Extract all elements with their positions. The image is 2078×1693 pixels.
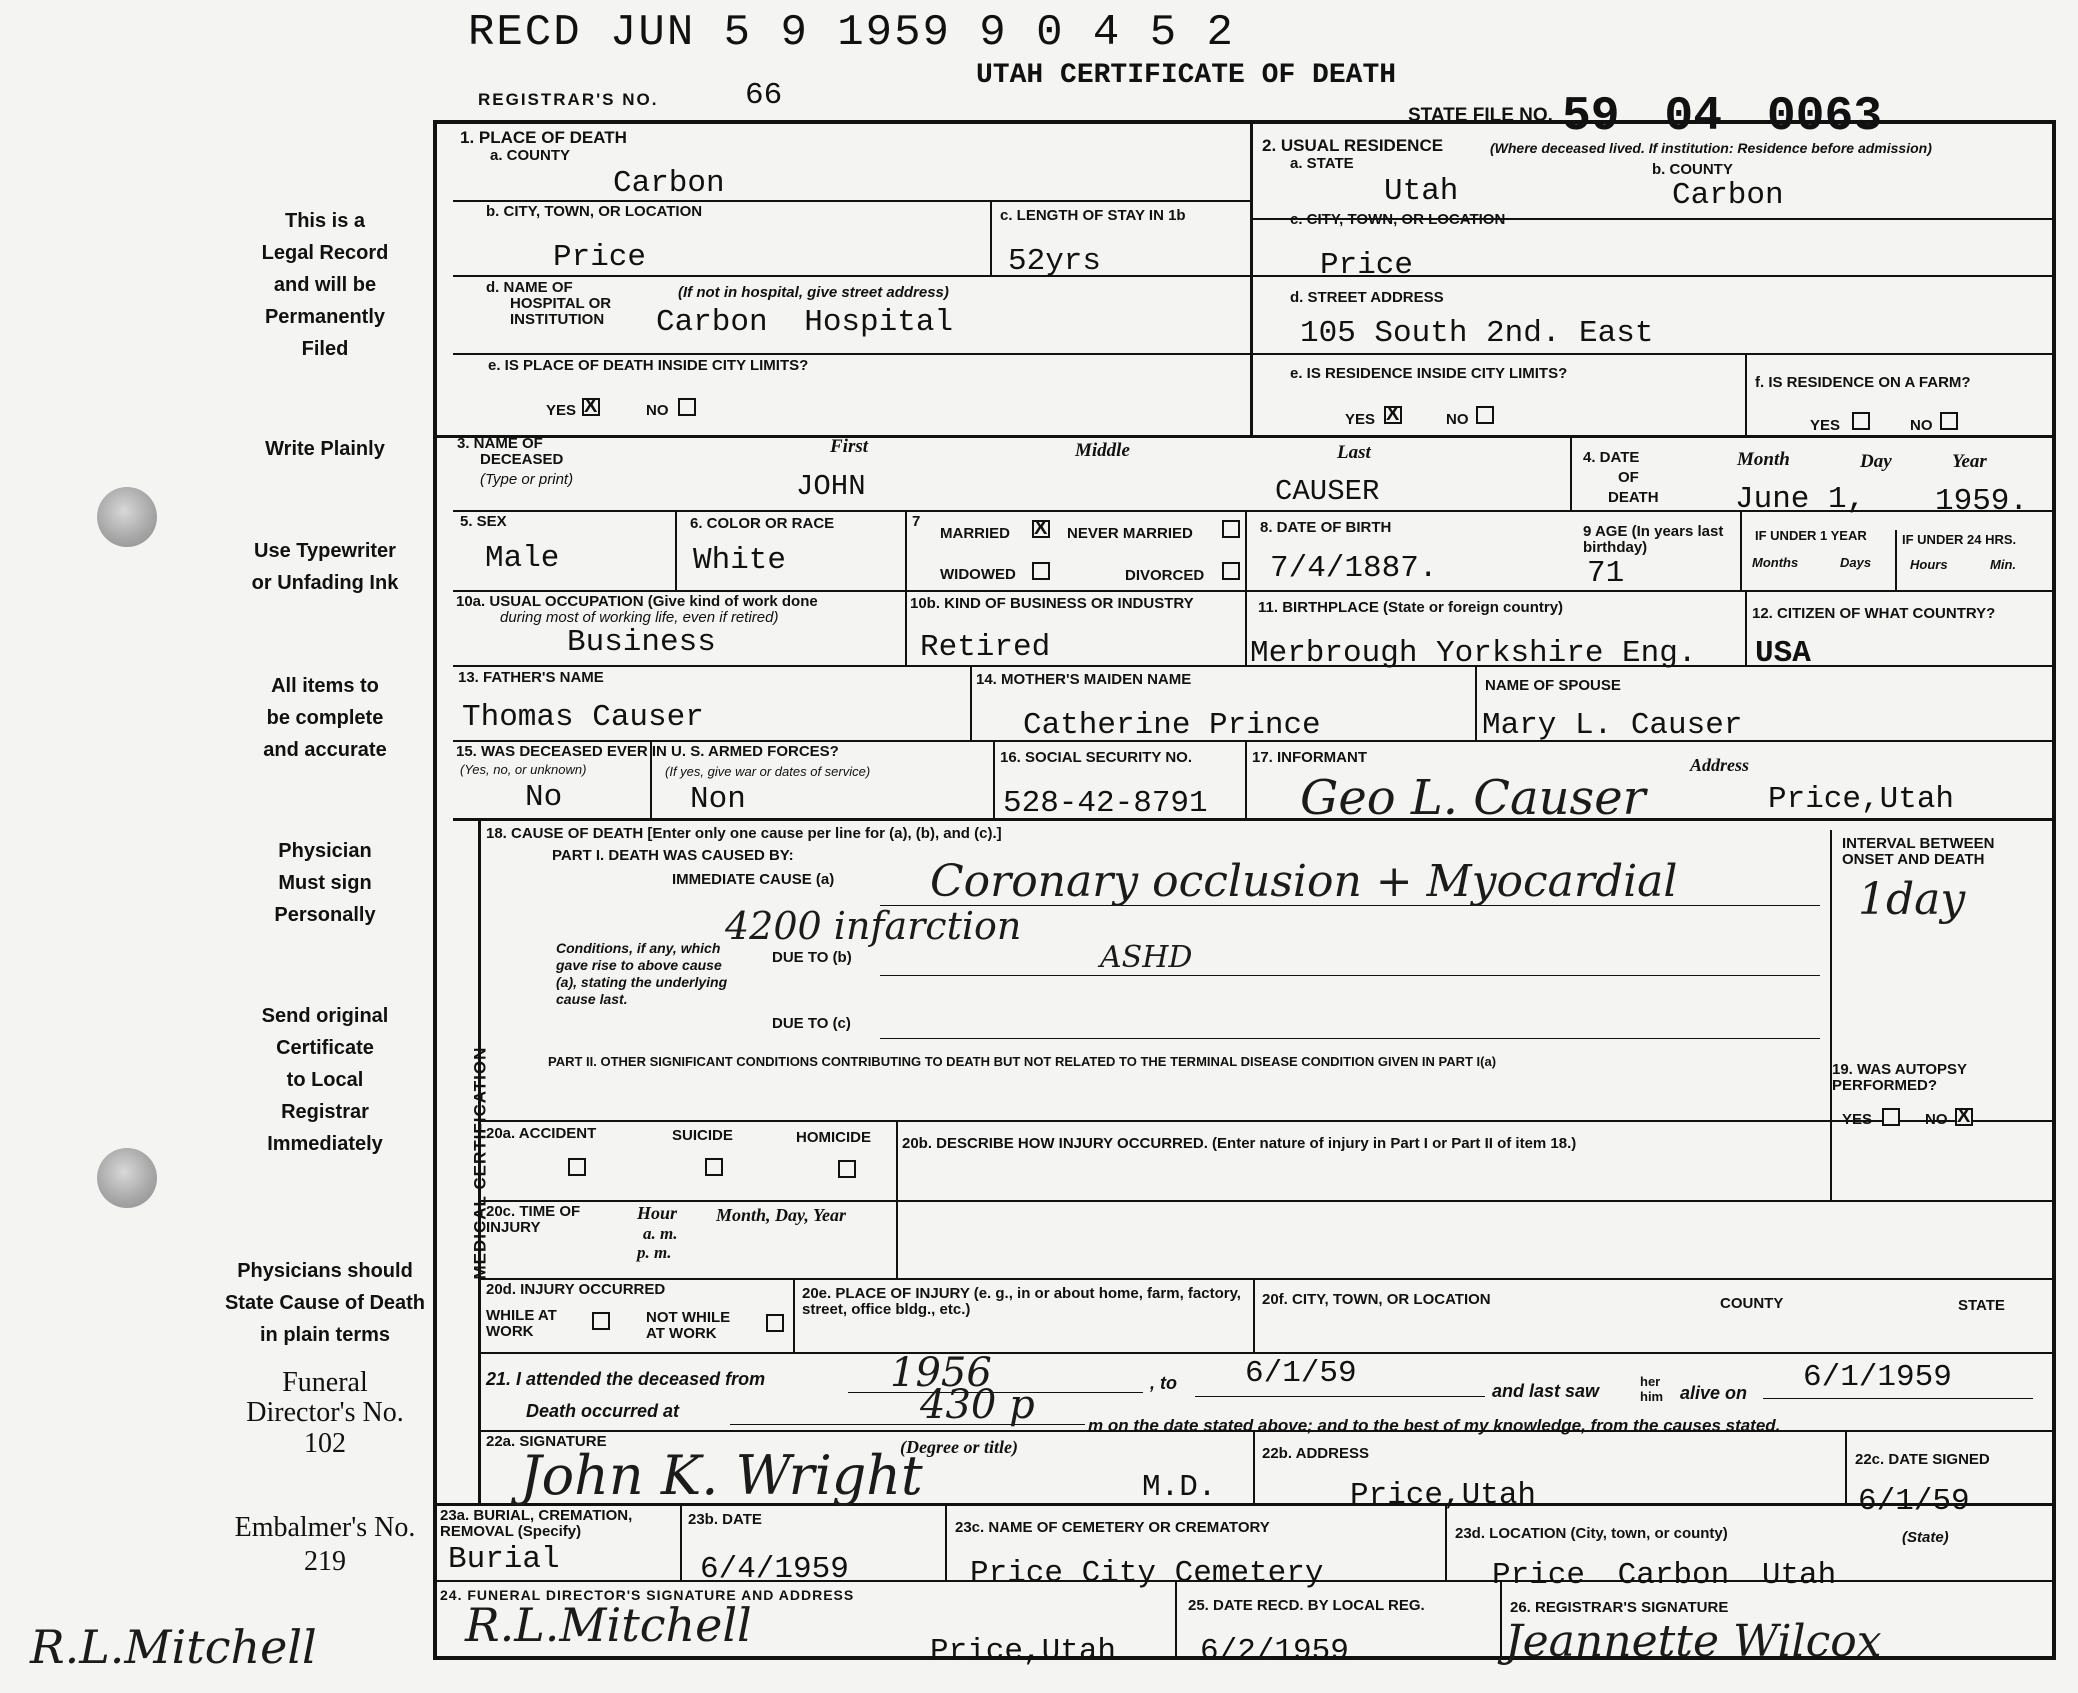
inside-city-no-checkbox[interactable] bbox=[678, 398, 696, 416]
widowed-checkbox[interactable] bbox=[1032, 562, 1050, 580]
married-label: MARRIED bbox=[940, 525, 1010, 542]
knowledge-statement: m on the date stated above; and to the best of my knowledge, from the causes stated. bbox=[1088, 1416, 1781, 1435]
received-stamp: RECD JUN 5 9 1959 9 0 4 5 2 bbox=[468, 8, 1235, 58]
father-label: 13. FATHER'S NAME bbox=[458, 669, 604, 686]
burial-location-value: Price Carbon Utah bbox=[1492, 1558, 1837, 1593]
street-address-label: d. STREET ADDRESS bbox=[1290, 289, 1444, 306]
describe-injury-label: 20b. DESCRIBE HOW INJURY OCCURRED. (Enter nature of injury in Part I or Part II of item 18.) bbox=[902, 1135, 1577, 1152]
burial-date-value: 6/4/1959 bbox=[700, 1552, 849, 1587]
residence-city-no-checkbox[interactable] bbox=[1476, 406, 1494, 424]
homicide-label: HOMICIDE bbox=[796, 1129, 871, 1146]
suicide-checkbox[interactable] bbox=[705, 1158, 723, 1176]
hospital-label-1: d. NAME OF bbox=[486, 279, 573, 296]
occurred-at-value: 430 p bbox=[920, 1382, 1035, 1428]
hospital-value: Carbon Hospital bbox=[656, 305, 954, 340]
punch-hole-bottom bbox=[97, 1148, 157, 1208]
occupation-label: 10a. USUAL OCCUPATION (Give kind of work done bbox=[456, 593, 818, 610]
while-at-work-label: WHILE AT WORK bbox=[486, 1307, 557, 1340]
embalmer-no: 219 bbox=[304, 1546, 346, 1577]
race-label: 6. COLOR OR RACE bbox=[690, 515, 835, 532]
time-of-injury-label: 20c. TIME OF INJURY bbox=[486, 1203, 581, 1236]
informant-address-label: Address bbox=[1690, 755, 1750, 775]
res-state-value: Utah bbox=[1384, 174, 1459, 209]
res-city-label: c. CITY, TOWN, OR LOCATION bbox=[1290, 211, 1506, 228]
spouse-label: NAME OF SPOUSE bbox=[1485, 677, 1621, 694]
inside-city-limits-label: e. IS PLACE OF DEATH INSIDE CITY LIMITS? bbox=[488, 357, 809, 374]
state-file-label: STATE FILE NO. bbox=[1408, 105, 1553, 126]
injury-occurred-label: 20d. INJURY OCCURRED bbox=[486, 1281, 666, 1298]
mother-label: 14. MOTHER'S MAIDEN NAME bbox=[976, 671, 1192, 688]
suicide-label: SUICIDE bbox=[672, 1127, 733, 1144]
occupation-note: during most of working life, even if retired) bbox=[500, 609, 779, 626]
birthplace-value: Merbrough Yorkshire Eng. bbox=[1250, 636, 1697, 671]
date-signed-value: 6/1/59 bbox=[1858, 1484, 1970, 1519]
medical-certification-label: MEDICAL CERTIFICATION bbox=[470, 1046, 490, 1280]
not-while-at-work-checkbox[interactable] bbox=[766, 1314, 784, 1332]
attended-from-label: 21. I attended the deceased from bbox=[486, 1369, 766, 1389]
while-at-work-checkbox[interactable] bbox=[592, 1312, 610, 1330]
hospital-label-3: INSTITUTION bbox=[510, 311, 605, 328]
under-24-hrs-label: IF UNDER 24 HRS. bbox=[1902, 532, 2017, 547]
war-value: Non bbox=[690, 782, 746, 817]
informant-address-value: Price,Utah bbox=[1768, 782, 1955, 817]
farm-label: f. IS RESIDENCE ON A FARM? bbox=[1755, 374, 1971, 391]
burial-value: Burial bbox=[448, 1542, 560, 1577]
cemetery-value: Price City Cemetery bbox=[970, 1556, 1324, 1591]
cause-of-death-label: 18. CAUSE OF DEATH [Enter only one cause per line for (a), (b), and (c).] bbox=[486, 825, 1002, 842]
under-1-year-label: IF UNDER 1 YEAR bbox=[1755, 528, 1867, 543]
usual-residence-label: 2. USUAL RESIDENCE bbox=[1262, 136, 1444, 155]
funeral-director-sig-label: 24. FUNERAL DIRECTOR'S SIGNATURE AND ADDRESS bbox=[440, 1587, 855, 1603]
dob-label: 8. DATE OF BIRTH bbox=[1260, 519, 1392, 536]
autopsy-no-label: NO bbox=[1925, 1111, 1948, 1128]
physician-address-value: Price,Utah bbox=[1350, 1478, 1537, 1513]
res-city-value: Price bbox=[1320, 248, 1414, 283]
date-received-label: 25. DATE RECD. BY LOCAL REG. bbox=[1188, 1597, 1425, 1614]
not-while-at-work-label: NOT WHILE AT WORK bbox=[646, 1309, 731, 1342]
mother-value: Catherine Prince bbox=[1023, 708, 1321, 743]
citizen-label: 12. CITIZEN OF WHAT COUNTRY? bbox=[1752, 605, 1996, 622]
informant-label: 17. INFORMANT bbox=[1252, 749, 1368, 766]
funeral-director-signature: R.L.Mitchell bbox=[465, 1598, 752, 1652]
date-of-death-label-3: DEATH bbox=[1608, 489, 1659, 506]
note-typewriter: Use Typewriter or Unfading Ink bbox=[251, 540, 399, 594]
registrar-signature-label: 26. REGISTRAR'S SIGNATURE bbox=[1510, 1599, 1729, 1616]
degree-label: (Degree or title) bbox=[900, 1437, 1018, 1457]
residence-city-limits-label: e. IS RESIDENCE INSIDE CITY LIMITS? bbox=[1290, 365, 1568, 382]
note-send-original: Send original Certificate to Local Registrar Immediately bbox=[261, 1005, 389, 1155]
due-to-b-label: DUE TO (b) bbox=[772, 949, 852, 966]
month-label: Month bbox=[1737, 449, 1790, 470]
am-label: a. m. bbox=[643, 1224, 678, 1243]
married-checkbox[interactable] bbox=[1032, 520, 1050, 538]
burial-label: 23a. BURIAL, CREMATION, REMOVAL (Specify) bbox=[440, 1507, 633, 1540]
father-value: Thomas Causer bbox=[462, 700, 704, 735]
injury-state-label: STATE bbox=[1958, 1297, 2005, 1314]
occurred-at-label: Death occurred at bbox=[526, 1401, 680, 1421]
armed-forces-value: No bbox=[525, 780, 563, 815]
farm-yes-label: YES bbox=[1810, 417, 1841, 434]
burial-location-label: 23d. LOCATION (City, town, or county) bbox=[1455, 1525, 1728, 1542]
homicide-checkbox[interactable] bbox=[838, 1160, 856, 1178]
ssn-value: 528-42-8791 bbox=[1003, 786, 1208, 821]
industry-value: Retired bbox=[920, 630, 1051, 665]
date-of-death-label-2: OF bbox=[1618, 469, 1639, 486]
year-label: Year bbox=[1952, 451, 1987, 472]
date-signed-label: 22c. DATE SIGNED bbox=[1855, 1451, 1990, 1468]
to-label: , to bbox=[1150, 1373, 1177, 1393]
marital-label: 7 bbox=[912, 513, 921, 530]
autopsy-no-checkbox[interactable] bbox=[1955, 1108, 1973, 1126]
state-label: a. STATE bbox=[1290, 155, 1354, 172]
last-saw-value: 6/1/1959 bbox=[1803, 1360, 1952, 1395]
cemetery-label: 23c. NAME OF CEMETERY OR CREMATORY bbox=[955, 1519, 1270, 1536]
armed-forces-note: (Yes, no, or unknown) bbox=[460, 762, 587, 777]
due-to-c-label: DUE TO (c) bbox=[772, 1015, 851, 1032]
degree-value: M.D. bbox=[1142, 1470, 1217, 1505]
name-deceased-label-2: DECEASED bbox=[480, 451, 564, 468]
margin-signature: R.L.Mitchell bbox=[30, 1620, 317, 1674]
spouse-value: Mary L. Causer bbox=[1482, 708, 1743, 743]
sex-label: 5. SEX bbox=[460, 513, 507, 530]
dob-value: 7/4/1887. bbox=[1270, 551, 1438, 586]
hospital-note: (If not in hospital, give street address) bbox=[678, 284, 949, 301]
divorced-checkbox[interactable] bbox=[1222, 562, 1240, 580]
note-write-plainly: Write Plainly bbox=[265, 438, 385, 460]
alive-on-label: alive on bbox=[1680, 1383, 1748, 1403]
city-label: b. CITY, TOWN, OR LOCATION bbox=[486, 203, 703, 220]
last-saw-label: and last saw bbox=[1492, 1381, 1600, 1401]
funeral-director-no: 102 bbox=[304, 1428, 346, 1459]
type-or-print-label: (Type or print) bbox=[480, 471, 574, 488]
attended-to-value: 6/1/59 bbox=[1245, 1356, 1357, 1391]
date-of-death-label-1: 4. DATE bbox=[1583, 449, 1640, 466]
length-of-stay-value: 52yrs bbox=[1008, 244, 1102, 279]
sex-value: Male bbox=[485, 541, 560, 576]
county-value: Carbon bbox=[613, 166, 725, 201]
residence-note: (Where deceased lived. If institution: Residence before admission) bbox=[1490, 140, 1932, 156]
note-complete: All items to be complete and accurate bbox=[263, 675, 387, 761]
city-value: Price bbox=[553, 240, 647, 275]
death-month-day-value: June 1, bbox=[1735, 482, 1866, 517]
name-deceased-label-1: 3. NAME OF bbox=[457, 435, 543, 452]
physician-signature: John K. Wright bbox=[520, 1444, 923, 1507]
accident-label: 20a. ACCIDENT bbox=[486, 1125, 597, 1142]
minutes-label: Min. bbox=[1990, 557, 2016, 572]
embalmer-label: Embalmer's No. bbox=[234, 1512, 416, 1543]
farm-no-label: NO bbox=[1910, 417, 1933, 434]
age-value: 71 bbox=[1587, 556, 1625, 591]
signature-label: 22a. SIGNATURE bbox=[486, 1433, 607, 1450]
pm-label: p. m. bbox=[637, 1243, 672, 1262]
informant-signature: Geo L. Causer bbox=[1300, 770, 1646, 826]
autopsy-label: 19. WAS AUTOPSY PERFORMED? bbox=[1832, 1061, 1967, 1094]
cause-a-value: Coronary occlusion + Myocardial bbox=[930, 856, 1678, 907]
month-day-year-label: Month, Day, Year bbox=[716, 1205, 847, 1225]
attended-from-value: 1956 bbox=[890, 1350, 992, 1396]
first-name-value: JOHN bbox=[796, 470, 866, 503]
punch-hole-top bbox=[97, 487, 157, 547]
place-of-death-label: 1. PLACE OF DEATH bbox=[460, 128, 627, 147]
interval-value: 1day bbox=[1858, 874, 1966, 925]
last-name-value: CAUSER bbox=[1275, 475, 1380, 508]
part-2-label: PART II. OTHER SIGNIFICANT CONDITIONS CONTRIBUTING TO DEATH BUT NOT RELATED TO THE TERMINAL DISEASE CONDITION GIVEN IN PART I(a) bbox=[548, 1054, 1497, 1069]
farm-yes-checkbox[interactable] bbox=[1852, 412, 1870, 430]
conditions-note: Conditions, if any, which gave rise to above cause (a), stating the underlying cause last. bbox=[556, 940, 728, 1007]
industry-label: 10b. KIND OF BUSINESS OR INDUSTRY bbox=[910, 595, 1194, 612]
autopsy-yes-label: YES bbox=[1842, 1111, 1873, 1128]
months-label: Months bbox=[1752, 555, 1799, 570]
registrar-signature: Jeannette Wilcox bbox=[1505, 1616, 1882, 1667]
yes-label: YES bbox=[546, 402, 577, 419]
immediate-cause-label: IMMEDIATE CAUSE (a) bbox=[672, 871, 835, 888]
place-of-injury-label: 20e. PLACE OF INJURY (e. g., in or about home, farm, factory, street, office bldg., etc.) bbox=[802, 1285, 1241, 1318]
funeral-director-label: Funeral Director's No. bbox=[246, 1367, 404, 1428]
widowed-label: WIDOWED bbox=[940, 566, 1016, 583]
first-name-label: First bbox=[830, 436, 869, 457]
armed-forces-label: 15. WAS DECEASED EVER IN U. S. ARMED FORCES? bbox=[456, 743, 839, 760]
res-no-label: NO bbox=[1446, 411, 1469, 428]
length-of-stay-label: c. LENGTH OF STAY IN 1b bbox=[1000, 207, 1186, 224]
res-county-label: b. COUNTY bbox=[1652, 161, 1733, 178]
registrar-label: REGISTRAR'S NO. bbox=[478, 90, 659, 109]
interval-label: INTERVAL BETWEEN ONSET AND DEATH bbox=[1842, 835, 1995, 868]
farm-no-checkbox[interactable] bbox=[1940, 412, 1958, 430]
res-county-value: Carbon bbox=[1672, 178, 1784, 213]
hours-label: Hours bbox=[1910, 557, 1948, 572]
never-married-checkbox[interactable] bbox=[1222, 520, 1240, 538]
cause-a-continued: 4200 infarction bbox=[725, 904, 1022, 948]
registrar-no: 66 bbox=[745, 78, 783, 113]
injury-city-label: 20f. CITY, TOWN, OR LOCATION bbox=[1262, 1291, 1491, 1308]
county-label: a. COUNTY bbox=[490, 147, 571, 164]
race-value: White bbox=[693, 543, 787, 578]
residence-city-yes-checkbox[interactable] bbox=[1384, 406, 1402, 424]
day-label: Day bbox=[1860, 451, 1892, 472]
state-file-no: 59 04 0063 bbox=[1562, 90, 1883, 144]
street-address-value: 105 South 2nd. East bbox=[1300, 316, 1654, 351]
date-received-value: 6/2/1959 bbox=[1200, 1634, 1349, 1669]
hospital-label-2: HOSPITAL OR bbox=[510, 295, 612, 312]
funeral-director-address: Price,Utah bbox=[930, 1634, 1117, 1669]
inside-city-yes-checkbox[interactable] bbox=[582, 398, 600, 416]
accident-checkbox[interactable] bbox=[568, 1158, 586, 1176]
divorced-label: DIVORCED bbox=[1125, 567, 1205, 584]
birthplace-label: 11. BIRTHPLACE (State or foreign country) bbox=[1258, 599, 1564, 616]
res-yes-label: YES bbox=[1345, 411, 1376, 428]
cause-b-value: ASHD bbox=[1100, 940, 1193, 975]
part-1-label: PART I. DEATH WAS CAUSED BY: bbox=[552, 847, 794, 864]
injury-county-label: COUNTY bbox=[1720, 1295, 1784, 1312]
citizen-value: USA bbox=[1755, 636, 1811, 671]
last-name-label: Last bbox=[1337, 442, 1371, 463]
war-note: (If yes, give war or dates of service) bbox=[665, 764, 871, 779]
never-married-label: NEVER MARRIED bbox=[1067, 525, 1193, 542]
note-plain-terms: Physicians should State Cause of Death in plain terms bbox=[224, 1260, 426, 1346]
hour-label: Hour bbox=[637, 1203, 678, 1223]
ssn-label: 16. SOCIAL SECURITY NO. bbox=[1000, 749, 1192, 766]
burial-date-label: 23b. DATE bbox=[688, 1511, 762, 1528]
death-year-value: 1959. bbox=[1935, 484, 2029, 519]
physician-address-label: 22b. ADDRESS bbox=[1262, 1445, 1369, 1462]
days-label: Days bbox=[1840, 555, 1872, 570]
note-physician-sign: Physician Must sign Personally bbox=[274, 840, 376, 926]
certificate-title: UTAH CERTIFICATE OF DEATH bbox=[976, 60, 1397, 91]
occupation-value: Business bbox=[567, 625, 716, 660]
her-him-label: her him bbox=[1640, 1374, 1664, 1404]
autopsy-yes-checkbox[interactable] bbox=[1882, 1108, 1900, 1126]
no-label: NO bbox=[646, 402, 669, 419]
age-label: 9 AGE (In years last birthday) bbox=[1583, 523, 1724, 556]
burial-state-label: (State) bbox=[1902, 1529, 1949, 1546]
note-legal-record: This is a Legal Record and will be Permanently Filed bbox=[261, 210, 389, 360]
middle-name-label: Middle bbox=[1075, 440, 1130, 461]
